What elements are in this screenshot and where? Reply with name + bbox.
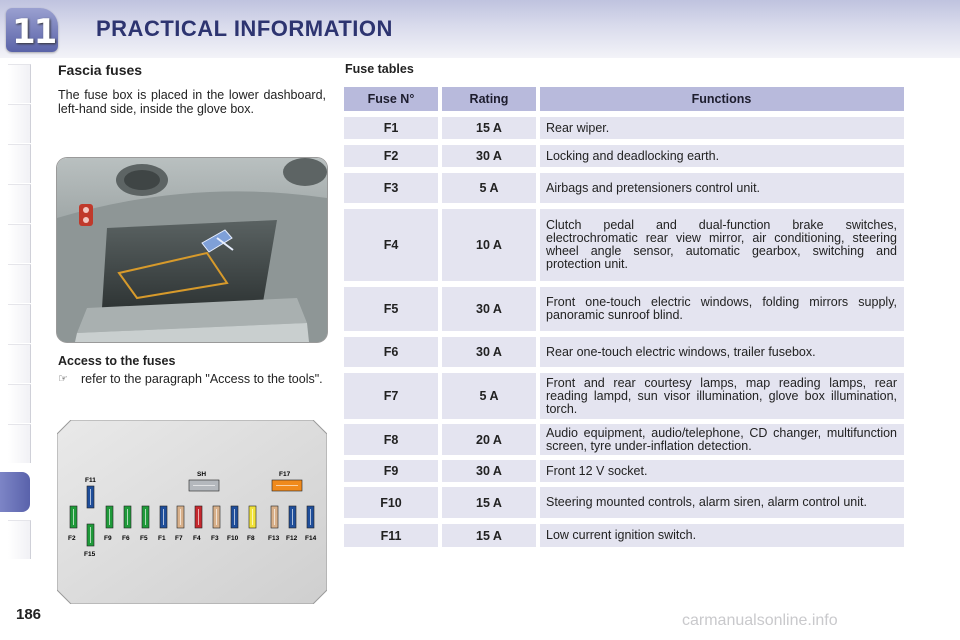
header-fuse-no: Fuse N°	[344, 87, 438, 111]
fuse-number: F7	[344, 373, 438, 419]
fuse-rating: 30 A	[442, 287, 536, 331]
fuse-number: F4	[344, 209, 438, 281]
table-row	[344, 424, 904, 455]
glove-box-illustration	[57, 158, 327, 342]
fuse-rating: 30 A	[442, 337, 536, 367]
fuse-label-f1: F1	[158, 535, 166, 542]
fuse-function: Low current ignition switch.	[540, 524, 904, 547]
chapter-tab[interactable]	[8, 64, 31, 103]
chapter-number: 11	[12, 12, 56, 52]
page-header	[0, 0, 960, 58]
fuse-number: F9	[344, 460, 438, 482]
fuse-label-f9: F9	[104, 535, 112, 542]
header-rating: Rating	[442, 87, 536, 111]
chapter-tab[interactable]	[8, 424, 31, 463]
access-instruction	[58, 372, 328, 386]
access-title: Access to the fuses	[58, 354, 176, 368]
fuse-function: Front 12 V socket.	[540, 460, 904, 482]
fuse-number: F3	[344, 173, 438, 203]
fuse-label-f10: F10	[227, 535, 239, 542]
fuse-rating: 15 A	[442, 117, 536, 139]
section-title: Fascia fuses	[58, 62, 143, 78]
chapter-tab[interactable]	[8, 384, 31, 423]
fuse-rating: 10 A	[442, 209, 536, 281]
fuse-number: F10	[344, 487, 438, 518]
fuse-label-f2: F2	[68, 535, 76, 542]
page-title: PRACTICAL INFORMATION	[96, 16, 393, 41]
page-number: 186	[16, 606, 42, 623]
fuse-label-f14: F14	[305, 535, 317, 542]
access-text: refer to the paragraph "Access to the tools".	[81, 372, 323, 386]
fuse-number: F5	[344, 287, 438, 331]
fuse-rating: 30 A	[442, 145, 536, 167]
fuse-number: F6	[344, 337, 438, 367]
pointing-hand-icon: ☞	[58, 373, 68, 385]
table-header-row	[344, 87, 904, 111]
fuse-number: F1	[344, 117, 438, 139]
glove-box-photo	[57, 158, 327, 342]
chapter-tab[interactable]	[8, 304, 31, 343]
table-row	[344, 209, 904, 281]
chapter-tab[interactable]	[8, 104, 31, 143]
fuse-rating: 30 A	[442, 460, 536, 482]
fuse-function: Audio equipment, audio/telephone, CD changer, multifunction screen, tyre under-inflation detection.	[540, 424, 904, 455]
table-row	[344, 337, 904, 367]
fuse-function: Rear wiper.	[540, 117, 904, 139]
table-row	[344, 145, 904, 167]
fuse-function: Front one-touch electric windows, folding mirrors supply, panoramic sunroof blind.	[540, 287, 904, 331]
fuse-number: F8	[344, 424, 438, 455]
fuse-rating: 20 A	[442, 424, 536, 455]
fuse-rating: 5 A	[442, 373, 536, 419]
chapter-tabs	[0, 60, 34, 580]
fuse-function: Rear one-touch electric windows, trailer fusebox.	[540, 337, 904, 367]
chapter-tab-active[interactable]	[0, 472, 30, 512]
fuse-rating: 15 A	[442, 487, 536, 518]
fuse-label-sh: SH	[197, 471, 207, 478]
header-functions: Functions	[540, 87, 904, 111]
table-row	[344, 117, 904, 139]
fuse-label-f5: F5	[140, 535, 148, 542]
fuse-function: Clutch pedal and dual-function brake switches, electrochromatic rear view mirror, air conditioning, steering wheel angle sensor, automatic gearbox, switching and protection unit.	[540, 209, 904, 281]
chapter-tab[interactable]	[8, 520, 31, 559]
fuse-label-f4: F4	[193, 535, 201, 542]
fuse-function: Steering mounted controls, alarm siren, alarm control unit.	[540, 487, 904, 518]
table-row	[344, 460, 904, 482]
fuse-function: Locking and deadlocking earth.	[540, 145, 904, 167]
fuse-label-f11: F11	[85, 477, 96, 484]
chapter-tab[interactable]	[8, 344, 31, 383]
intro-paragraph: The fuse box is placed in the lower dashboard, left-hand side, inside the glove box.	[58, 88, 326, 116]
chapter-tab[interactable]	[8, 144, 31, 183]
fuse-label-f8: F8	[247, 535, 255, 542]
fuse-number: F11	[344, 524, 438, 547]
fuse-box-diagram	[57, 420, 327, 604]
fuse-function: Front and rear courtesy lamps, map reading lamps, rear reading lampd, sun visor illumination, glove box illumination, torch.	[540, 373, 904, 419]
fuse-label-f7: F7	[175, 535, 183, 542]
fuse-label-f6: F6	[122, 535, 130, 542]
watermark: carmanualsonline.info	[682, 612, 838, 629]
fuse-label-f15: F15	[84, 551, 96, 558]
fuse-rating: 5 A	[442, 173, 536, 203]
table-row	[344, 487, 904, 518]
fuse-label-f17: F17	[279, 471, 291, 478]
chapter-tab[interactable]	[8, 184, 31, 223]
fuse-function: Airbags and pretensioners control unit.	[540, 173, 904, 203]
chapter-tab[interactable]	[8, 224, 31, 263]
fuse-rating: 15 A	[442, 524, 536, 547]
fuse-label-f12: F12	[286, 535, 298, 542]
fuse-label-f3: F3	[211, 535, 219, 542]
fuse-tables-title: Fuse tables	[345, 62, 414, 76]
table-row	[344, 173, 904, 203]
fuse-number: F2	[344, 145, 438, 167]
table-row	[344, 287, 904, 331]
table-row	[344, 373, 904, 419]
table-row	[344, 524, 904, 547]
fuse-label-f13: F13	[268, 535, 280, 542]
chapter-tab[interactable]	[8, 264, 31, 303]
